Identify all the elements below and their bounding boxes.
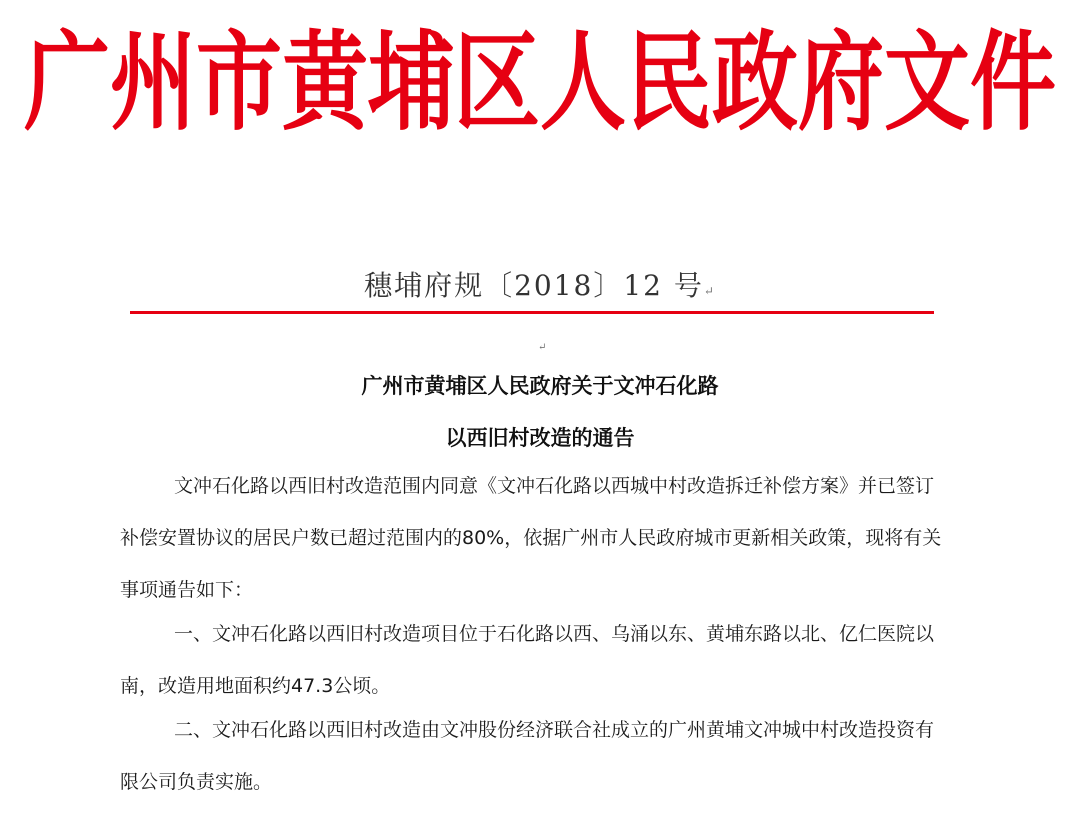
blank-line-return-mark: ↵ [538, 342, 547, 353]
body-paragraph-item-1 [120, 620, 954, 724]
body-paragraph-intro [120, 472, 954, 628]
paragraph-return-mark: ↵ [703, 284, 716, 298]
document-number [0, 266, 1080, 311]
notice-title-line-2: 以西旧村改造的通告 [445, 426, 635, 450]
paragraph-line: 事项通告如下： [120, 579, 254, 601]
paragraph-line: 二、文冲石化路以西旧村改造由文冲股份经济联合社成立的广州黄埔文冲城中村改造投资有 [174, 719, 935, 741]
paragraph-line: 一、文冲石化路以西旧村改造项目位于石化路以西、乌涌以东、黄埔东路以北、亿仁医院以 [174, 623, 935, 645]
paragraph-line: 补偿安置协议的居民户数已超过范围内的80%，依据广州市人民政府城市更新相关政策，现将有关 [120, 527, 942, 549]
notice-title-line-1: 广州市黄埔区人民政府关于文冲石化路 [361, 374, 719, 398]
paragraph-line: 南，改造用地面积约47.3公顷。 [120, 675, 391, 697]
body-paragraph-item-2 [120, 716, 954, 820]
document-number-text: 穗埔府规〔2018〕12 号 [364, 269, 704, 302]
issuer-masthead: 广州市黄埔区人民政府文件 [24, 20, 1056, 146]
paragraph-line: 限公司负责实施。 [120, 771, 273, 793]
red-separator-line [130, 311, 934, 314]
paragraph-line: 文冲石化路以西旧村改造范围内同意《文冲石化路以西城中村改造拆迁补偿方案》并已签订 [174, 475, 935, 497]
